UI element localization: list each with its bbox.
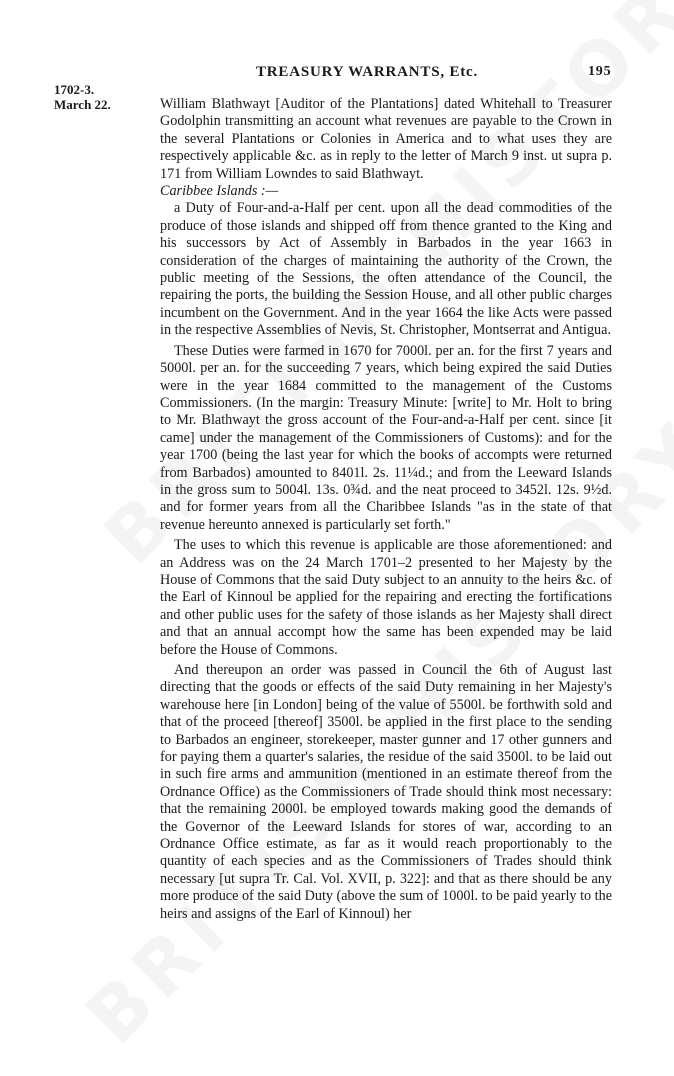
page-title: TREASURY WARRANTS, Etc.: [256, 64, 479, 80]
paragraph-order: And thereupon an order was passed in Council the 6th of August last directing that the goods or effects of the said Duty remaining in her Majesty's warehouse here [in London] being of the value of 5500l. be forthwith sold and that of the proceed [thereof] 3500l. be applied in the first place to the sending to Barbados an engineer, storekeeper, master gunner and 17 other gunners and for paying them a quarter's salaries, the residue of the said 3500l. to be laid out in such fire arms and ammunition (mentioned in an estimate thereof from the Ordnance Office) as the Commissioners of Trade should think most necessary: that the remaining 2000l. be employed towards making good the demands of the Governor of the Leeward Islands for stores of war, according to an Ordnance Office estimate, as far as it would reach proportionably to the quantity of each species and as the Commissioners of Trades should think necessary [ut supra Tr. Cal. Vol. XVII, p. 322]: and that as there should be any more produce of the said Duty (above the sum of 1000l. to be paid yearly to the heirs and assigns of the Earl of Kinnoul) her: [160, 662, 612, 922]
paragraph-uses: The uses to which this revenue is applicable are those aforementioned: and an Address was on the 24 March 1701–2 presented to her Majesty by the House of Commons that the said Duty subject to an annuity to the heirs &c. of the Earl of Kinnoul be applied for the repairing and erecting the fortifications and other public uses for the safety of those islands as her Majesty shall direct and that an annual accompt how the same has been expended may be laid before the House of Commons.: [160, 537, 612, 658]
paragraph-intro: William Blathwayt [Auditor of the Plantations] dated Whitehall to Treasurer Godolphin transmitting an account what revenues are payable to the Crown in the several Plantations or Colonies in America and to what uses they are respectively applicable &c. as in reply to the letter of March 9 inst. ut supra p. 171 from William Lowndes to said Blathwayt.: [160, 96, 612, 182]
body-text: [160, 96, 612, 923]
page-number: 195: [588, 64, 612, 79]
paragraph-farmed: These Duties were farmed in 1670 for 7000l. per an. for the first 7 years and 5000l. per an. for the succeeding 7 years, which being expired the said Duties were in the year 1684 committed to the management of the Customs Commissioners. (In the margin: Treasury Minute: [write] to Mr. Holt to bring to Mr. Blathwayt the gross account of the Four-and-a-Half per cent. since [it came] under the management of the Commissioners of Customs): and for the year 1700 (being the last year for which the books of accompts were returned from Barbados) amounted to 8401l. 2s. 11¼d.; and from the Leeward Islands in the gross sum to 5004l. 13s. 0¾d. and the neat proceed to 3452l. 12s. 9½d. and for former years from all the Charibbee Islands "as in the state of that revenue hereunto annexed is particularly set forth.": [160, 342, 612, 533]
margin-date: March 22.: [54, 97, 111, 112]
paragraph-duty: a Duty of Four-and-a-Half per cent. upon all the dead commodities of the produce of those islands and shipped off from thence granted to the King and his successors by Act of Assembly in Barbados in the year 1663 in consideration of the charges of maintaining the authority of the Crown, the public meeting of the Sessions, the often attendance of the Council, the repairing the ports, the building the Session House, and all other public charges incumbent on the Government. And in the year 1664 the like Acts were passed in the respective Assemblies of Nevis, St. Christopher, Montserrat and Antigua.: [160, 200, 612, 339]
margin-year: 1702-3.: [54, 82, 95, 97]
section-heading: Caribbee Islands :—: [160, 183, 279, 200]
